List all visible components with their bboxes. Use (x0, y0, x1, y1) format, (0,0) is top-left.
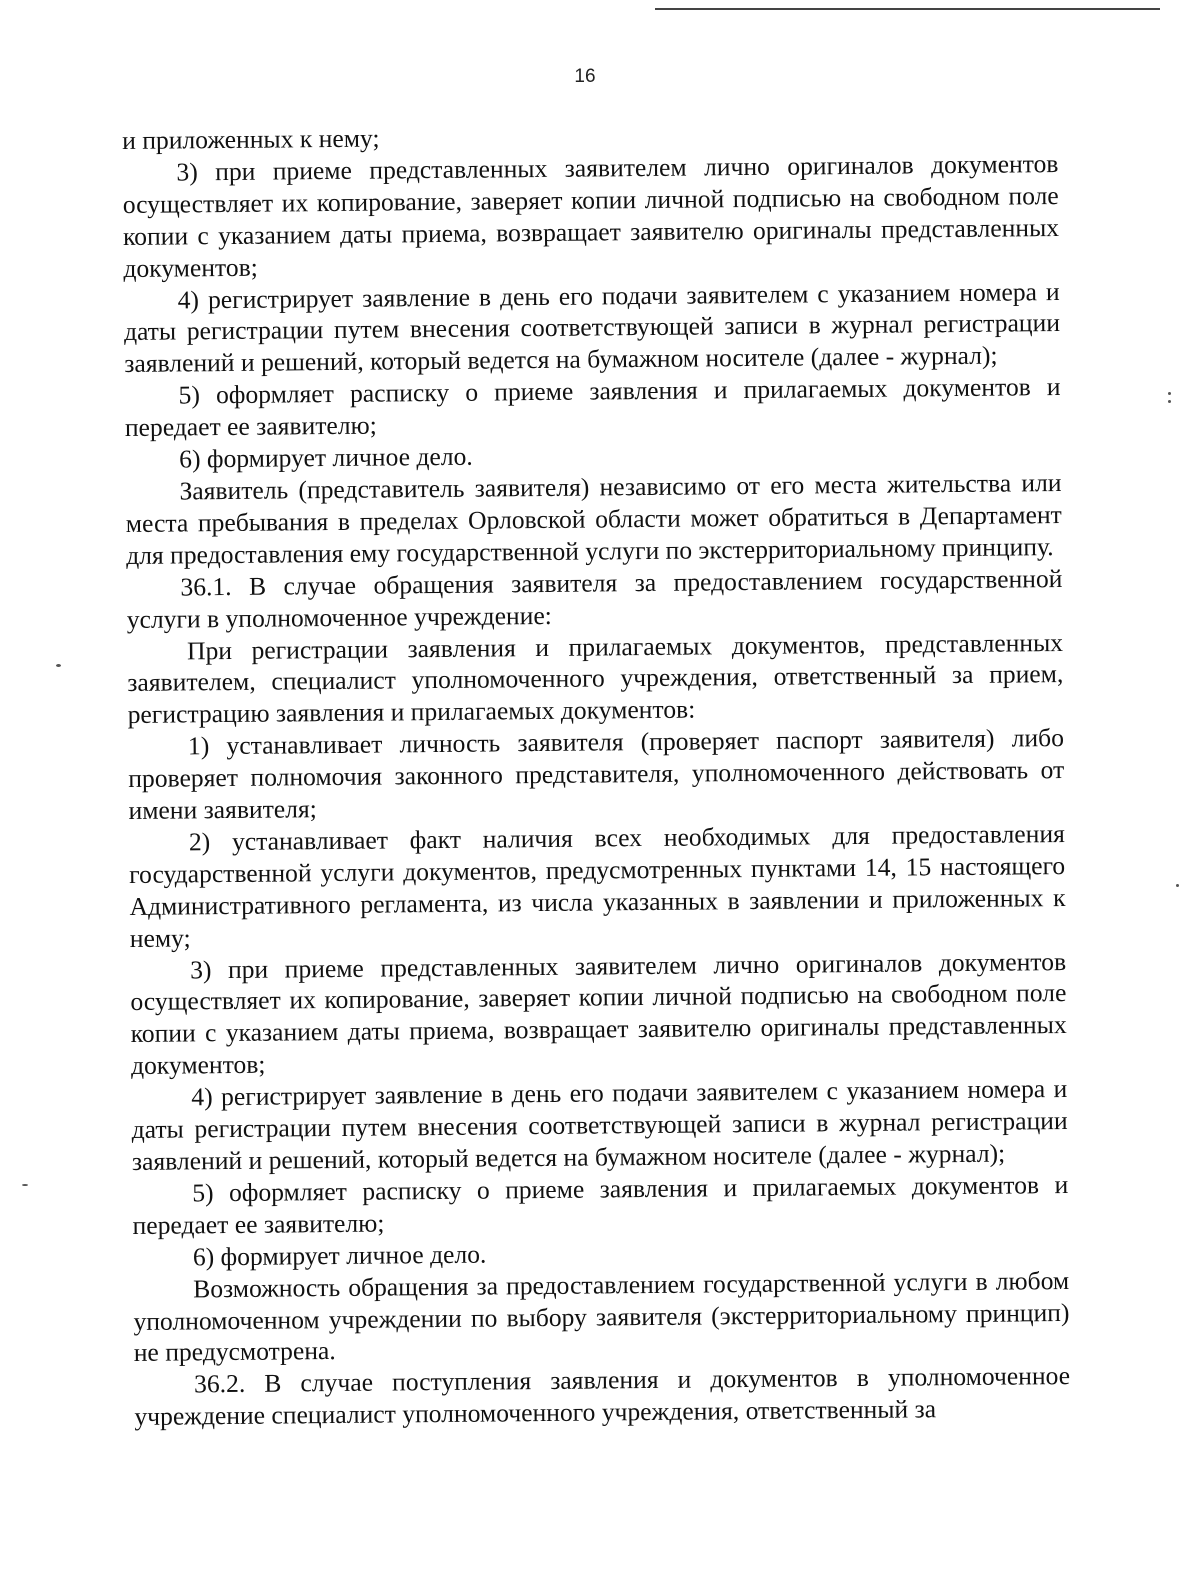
scan-speck (56, 664, 61, 667)
paragraph-item-5: 5) оформляет расписку о приеме заявления и прилагаемых документов и передает ее заявителю; (124, 372, 1061, 443)
paragraph-item-3: 3) при приеме представленных заявителем лично оригиналов документов осуществляет их копирование, заверяет копии личной подписью на свободном поле копии с указанием даты приема, возвращает заявителю оригиналы представленных документов; (122, 148, 1060, 283)
paragraph-possibility: Возможность обращения за предоставлением государственной услуги в любом уполномоченном учреждении по выбору заявителя (экстерриториальному принцип) не предусмотрена. (133, 1265, 1070, 1368)
scan-speck (22, 1184, 28, 1186)
paragraph-36-2: 36.2. В случае поступления заявления и документов в уполномоченное учреждение специалист уполномоченного учреждения, ответственный за (134, 1361, 1071, 1432)
paragraph-item-3-b: 3) при приеме представленных заявителем лично оригиналов документов осуществляет их копирование, заверяет копии личной подписью на свободном поле копии с указанием даты приема, возвращает заявителю оригиналы представленных документов; (130, 946, 1067, 1081)
paragraph-item-1: 1) устанавливает личность заявителя (проверяет паспорт заявителя) либо проверяет полномочия законного представителя, уполномоченного действовать от имени заявителя; (128, 723, 1065, 825)
scan-speck (1168, 392, 1171, 395)
paragraph-item-6: 6) формирует личное дело. (179, 441, 473, 474)
paragraph-registration: При регистрации заявления и прилагаемых документов, представленных заявителем, специалист уполномоченного учреждения, ответственный за прием, регистрацию заявления и прилагаемых документов: (127, 627, 1064, 730)
paragraph-item-4: 4) регистрирует заявление в день его подачи заявителем с указанием номера и даты регистрации путем внесения соответствующей записи в журнал регистрации заявлений и решений, который ведется на бумажном носителе (далее - журнал); (123, 276, 1061, 379)
scan-speck (1176, 884, 1179, 887)
paragraph-item-4-b: 4) регистрирует заявление в день его подачи заявителем с указанием номера и даты регистрации путем внесения соответствующей записи в журнал регистрации заявлений и решений, который ведется на бумажном носителе (далее - журнал); (131, 1074, 1068, 1176)
scan-edge-line (655, 8, 1160, 10)
document-body (122, 116, 1071, 1433)
paragraph-36-1: 36.1. В случае обращения заявителя за предоставлением государственной услуги в уполномоченное учреждение: (126, 563, 1063, 634)
paragraph-extraterritorial: Заявитель (представитель заявителя) независимо от его места жительства или места пребывания в пределах Орловской области может обратиться в Департамент для предоставления ему государственной услуги по экстерриториальному принципу. (125, 467, 1062, 570)
page-number: 16 (574, 66, 596, 87)
paragraph-item-5-b: 5) оформляет расписку о приеме заявления и прилагаемых документов и передает ее заявителю; (132, 1169, 1069, 1240)
paragraph-item-2: 2) устанавливает факт наличия всех необходимых для предоставления государственной услуги документов, предусмотренных пунктами 14, 15 настоящего Административного регламента, из числа указанных в заявлении и приложенных к нему; (129, 818, 1066, 953)
paragraph-item-6-b: 6) формирует личное дело. (192, 1239, 487, 1272)
scan-speck (1168, 400, 1171, 403)
paragraph-continuation: и приложенных к нему; (122, 123, 380, 155)
